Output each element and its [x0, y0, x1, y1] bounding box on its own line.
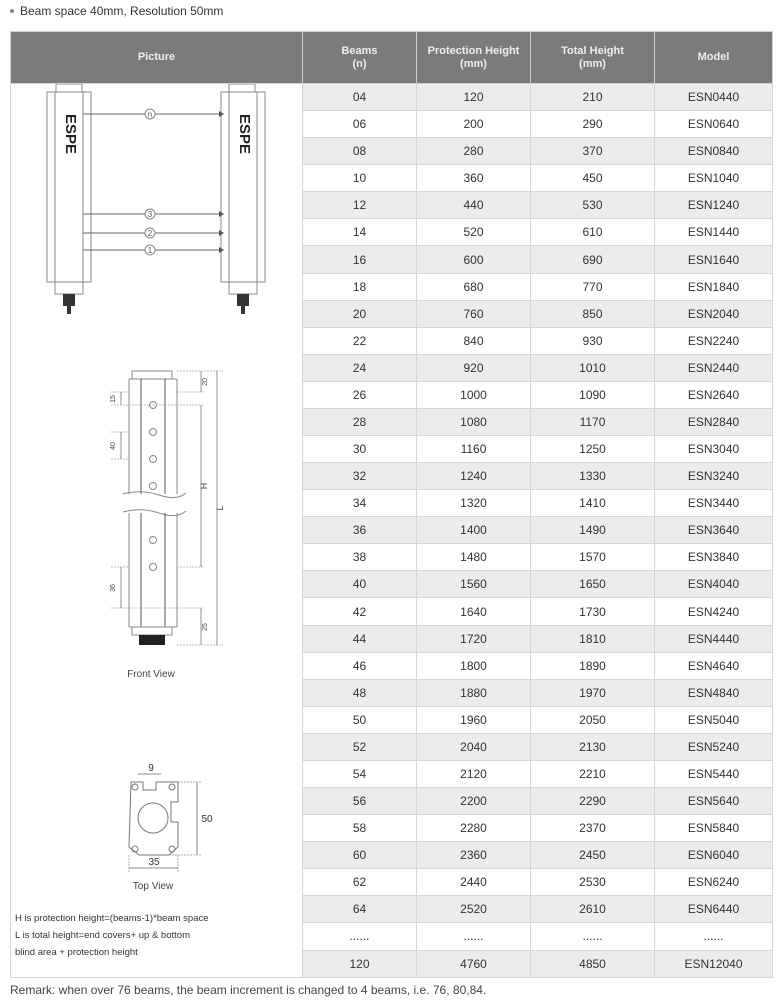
protection-height-cell: 2040	[417, 733, 531, 760]
total-height-cell: 930	[531, 327, 655, 354]
dim-top: 20	[202, 378, 209, 386]
model-cell: ESN5640	[655, 788, 773, 815]
beams-cell: 10	[303, 165, 417, 192]
protection-height-cell: 2120	[417, 760, 531, 787]
total-height-cell: 690	[531, 246, 655, 273]
model-cell: ESN5440	[655, 760, 773, 787]
beams-cell: 48	[303, 679, 417, 706]
protection-height-cell: 2280	[417, 815, 531, 842]
beams-cell: 54	[303, 760, 417, 787]
beams-cell: 46	[303, 652, 417, 679]
total-height-cell: 2370	[531, 815, 655, 842]
dim-height: 50	[201, 814, 213, 825]
total-height-cell: 1170	[531, 408, 655, 435]
beam-label-n: n	[147, 110, 153, 119]
total-height-cell: 610	[531, 219, 655, 246]
total-height-cell: 2290	[531, 788, 655, 815]
model-cell: ESN4240	[655, 598, 773, 625]
beams-cell: 14	[303, 219, 417, 246]
remark: Remark: when over 76 beams, the beam increment is changed to 4 beams, i.e. 76, 80,84.	[10, 983, 487, 997]
spec-table	[10, 31, 773, 978]
total-height-cell: 770	[531, 273, 655, 300]
total-height-cell: 2130	[531, 733, 655, 760]
beams-cell: 30	[303, 436, 417, 463]
beams-cell: 44	[303, 625, 417, 652]
beams-cell: 38	[303, 544, 417, 571]
beams-cell: 50	[303, 706, 417, 733]
light-curtain-diagram	[11, 84, 303, 324]
total-height-cell: 1490	[531, 517, 655, 544]
total-height-cell: 1090	[531, 381, 655, 408]
beams-cell: 18	[303, 273, 417, 300]
model-cell: ESN1640	[655, 246, 773, 273]
protection-height-cell: 840	[417, 327, 531, 354]
dim-bottom-gap: 36	[110, 584, 117, 592]
model-cell: ESN5840	[655, 815, 773, 842]
total-height-cell: ......	[531, 923, 655, 950]
picture-panel	[11, 84, 303, 977]
model-cell: ESN0440	[655, 84, 773, 111]
model-cell: ESN3040	[655, 436, 773, 463]
beams-cell: 24	[303, 354, 417, 381]
dim-bottom: 25	[202, 623, 209, 631]
model-cell: ESN1040	[655, 165, 773, 192]
protection-height-cell: 1560	[417, 571, 531, 598]
protection-height-cell: 920	[417, 354, 531, 381]
total-height-cell: 2530	[531, 869, 655, 896]
beams-cell: 40	[303, 571, 417, 598]
model-cell: ESN1440	[655, 219, 773, 246]
beams-cell: 26	[303, 381, 417, 408]
total-height-cell: 1330	[531, 463, 655, 490]
dim-l: L	[215, 505, 225, 511]
model-cell: ESN3440	[655, 490, 773, 517]
picture-cell	[11, 84, 303, 978]
total-height-cell: 530	[531, 192, 655, 219]
header-picture: Picture	[11, 32, 303, 84]
model-cell: ESN2640	[655, 381, 773, 408]
protection-height-cell: 1720	[417, 625, 531, 652]
model-cell: ESN2440	[655, 354, 773, 381]
model-cell: ESN3240	[655, 463, 773, 490]
model-cell: ESN1240	[655, 192, 773, 219]
dim-slot: 9	[148, 763, 154, 774]
header-total-height: Total Height (mm)	[531, 32, 655, 84]
protection-height-cell: 2200	[417, 788, 531, 815]
connector-icon	[63, 294, 75, 306]
protection-height-cell: ......	[417, 923, 531, 950]
beams-cell: 08	[303, 138, 417, 165]
model-cell: ESN4640	[655, 652, 773, 679]
protection-height-cell: 4760	[417, 950, 531, 978]
total-height-cell: 450	[531, 165, 655, 192]
protection-height-cell: 1240	[417, 463, 531, 490]
beams-cell: 04	[303, 84, 417, 111]
total-height-cell: 2450	[531, 842, 655, 869]
total-height-cell: 1810	[531, 625, 655, 652]
top-view-diagram	[11, 752, 303, 892]
beams-cell: 06	[303, 111, 417, 138]
brand-label-right: ESPE	[236, 114, 253, 155]
top-view-caption: Top View	[132, 881, 174, 892]
total-height-cell: 1650	[531, 571, 655, 598]
model-cell: ESN12040	[655, 950, 773, 978]
total-height-cell: 4850	[531, 950, 655, 978]
protection-height-cell: 2440	[417, 869, 531, 896]
total-height-cell: 2210	[531, 760, 655, 787]
beams-cell: 22	[303, 327, 417, 354]
header-model: Model	[655, 32, 773, 84]
total-height-cell: 290	[531, 111, 655, 138]
model-cell: ESN6440	[655, 896, 773, 923]
beams-cell: 120	[303, 950, 417, 978]
front-view-diagram	[11, 367, 303, 697]
total-height-cell: 210	[531, 84, 655, 111]
total-height-cell: 2610	[531, 896, 655, 923]
total-height-cell: 1970	[531, 679, 655, 706]
total-height-cell: 1250	[531, 436, 655, 463]
total-height-cell: 1730	[531, 598, 655, 625]
header-protection-height: Protection Height (mm)	[417, 32, 531, 84]
total-height-cell: 850	[531, 300, 655, 327]
total-height-cell: 1890	[531, 652, 655, 679]
beams-cell: 62	[303, 869, 417, 896]
beams-cell: 42	[303, 598, 417, 625]
protection-height-cell: 680	[417, 273, 531, 300]
protection-height-cell: 1320	[417, 490, 531, 517]
protection-height-cell: 1000	[417, 381, 531, 408]
model-cell: ESN0840	[655, 138, 773, 165]
connector-icon	[237, 294, 249, 306]
model-cell: ESN2040	[655, 300, 773, 327]
beams-cell: 32	[303, 463, 417, 490]
spec-note	[10, 4, 223, 18]
beams-cell: 34	[303, 490, 417, 517]
total-height-cell: 2050	[531, 706, 655, 733]
brand-label-left: ESPE	[62, 114, 79, 155]
protection-height-cell: 1880	[417, 679, 531, 706]
beams-cell: 56	[303, 788, 417, 815]
protection-height-cell: 1480	[417, 544, 531, 571]
dim-pitch: 40	[110, 442, 117, 450]
beams-cell: 12	[303, 192, 417, 219]
formula-line-3: blind area + protection height	[15, 947, 138, 958]
beams-cell: 36	[303, 517, 417, 544]
protection-height-cell: 1080	[417, 408, 531, 435]
protection-height-cell: 200	[417, 111, 531, 138]
beams-cell: 20	[303, 300, 417, 327]
model-cell: ESN5040	[655, 706, 773, 733]
model-cell: ESN4440	[655, 625, 773, 652]
formula-line-2: L is total height=end covers+ up & bottom	[15, 930, 190, 941]
model-cell: ESN4040	[655, 571, 773, 598]
formula-line-1: H is protection height=(beams-1)*beam space	[15, 913, 209, 924]
beams-cell: ......	[303, 923, 417, 950]
model-cell: ......	[655, 923, 773, 950]
bullet-icon	[10, 9, 14, 13]
model-cell: ESN2240	[655, 327, 773, 354]
model-cell: ESN6240	[655, 869, 773, 896]
model-cell: ESN3640	[655, 517, 773, 544]
beams-cell: 64	[303, 896, 417, 923]
model-cell: ESN2840	[655, 408, 773, 435]
protection-height-cell: 1800	[417, 652, 531, 679]
beam-label-1: 1	[147, 246, 153, 255]
beams-cell: 58	[303, 815, 417, 842]
connector-icon	[139, 635, 165, 645]
model-cell: ESN1840	[655, 273, 773, 300]
beam-label-3: 3	[147, 210, 153, 219]
protection-height-cell: 440	[417, 192, 531, 219]
total-height-cell: 1010	[531, 354, 655, 381]
beams-cell: 52	[303, 733, 417, 760]
dim-h: H	[199, 482, 209, 490]
protection-height-cell: 760	[417, 300, 531, 327]
total-height-cell: 1410	[531, 490, 655, 517]
protection-height-cell: 2520	[417, 896, 531, 923]
protection-height-cell: 360	[417, 165, 531, 192]
protection-height-cell: 1960	[417, 706, 531, 733]
model-cell: ESN3840	[655, 544, 773, 571]
dim-first: 15	[110, 395, 117, 403]
protection-height-cell: 280	[417, 138, 531, 165]
protection-height-cell: 1160	[417, 436, 531, 463]
model-cell: ESN0640	[655, 111, 773, 138]
header-beams: Beams (n)	[303, 32, 417, 84]
beams-cell: 60	[303, 842, 417, 869]
protection-height-cell: 1640	[417, 598, 531, 625]
protection-height-cell: 600	[417, 246, 531, 273]
protection-height-cell: 520	[417, 219, 531, 246]
header-row	[11, 32, 773, 84]
model-cell: ESN4840	[655, 679, 773, 706]
dim-width: 35	[148, 857, 160, 868]
model-cell: ESN6040	[655, 842, 773, 869]
front-view-caption: Front View	[127, 669, 175, 680]
protection-height-cell: 1400	[417, 517, 531, 544]
beam-label-2: 2	[147, 229, 153, 238]
total-height-cell: 1570	[531, 544, 655, 571]
protection-height-cell: 120	[417, 84, 531, 111]
note-text: Beam space 40mm, Resolution 50mm	[20, 4, 224, 18]
beams-cell: 16	[303, 246, 417, 273]
table-row	[11, 84, 773, 111]
protection-height-cell: 2360	[417, 842, 531, 869]
formula-notes	[15, 910, 209, 961]
model-cell: ESN5240	[655, 733, 773, 760]
beams-cell: 28	[303, 408, 417, 435]
total-height-cell: 370	[531, 138, 655, 165]
